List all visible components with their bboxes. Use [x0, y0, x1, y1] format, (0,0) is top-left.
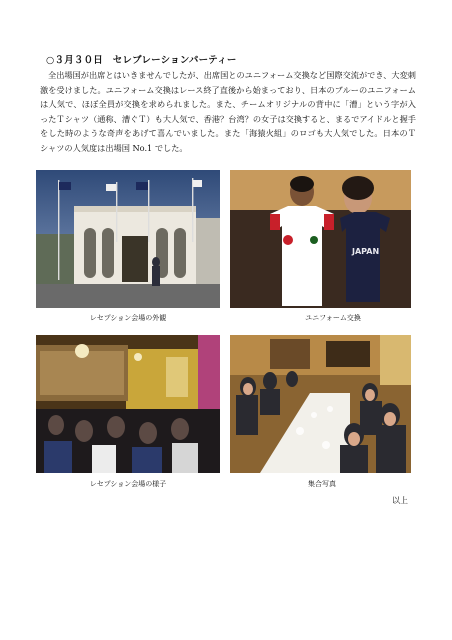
body-paragraph: 全出場国が出席とはいきませんでしたが、出席国とのユニフォーム交換など国際交流ができ、大変刺激を受けました。ユニフォーム交換はレース終了直後から始まっており、日本のブルーのユニフォームは人気で、ほぼ全員が交換を求められました。また、チームオリジナルの背中に「漕」という字が入ったＴシャツ（通称、漕ぐＴ）も大人気で、香港？台湾？の女子は交換すると、まるでアイドルと握手をした時のような奇声をあげて喜んでいました。また「海猿火組」のロゴも大人気でした。日本のＴシャツの人気度は出場国 No.1 でした。: [40, 70, 416, 153]
section-heading: ○３月３０日 セレブレーションパーティー: [46, 55, 237, 66]
photo-group-photo: [230, 335, 411, 473]
caption-venue-exterior: レセプション会場の外観: [89, 314, 167, 322]
photo-reception-hall: [36, 335, 220, 473]
photo-uniform-exchange: [230, 170, 411, 308]
caption-reception-hall: レセプション会場の様子: [89, 480, 167, 488]
body-text-block: [40, 68, 416, 156]
caption-uniform-exchange: ユニフォーム交換: [305, 314, 361, 322]
closing-text: 以上: [392, 496, 408, 505]
caption-group-photo: 集合写真: [308, 480, 336, 488]
jersey-text: JAPAN: [352, 247, 380, 256]
photo-venue-exterior: [36, 170, 220, 308]
